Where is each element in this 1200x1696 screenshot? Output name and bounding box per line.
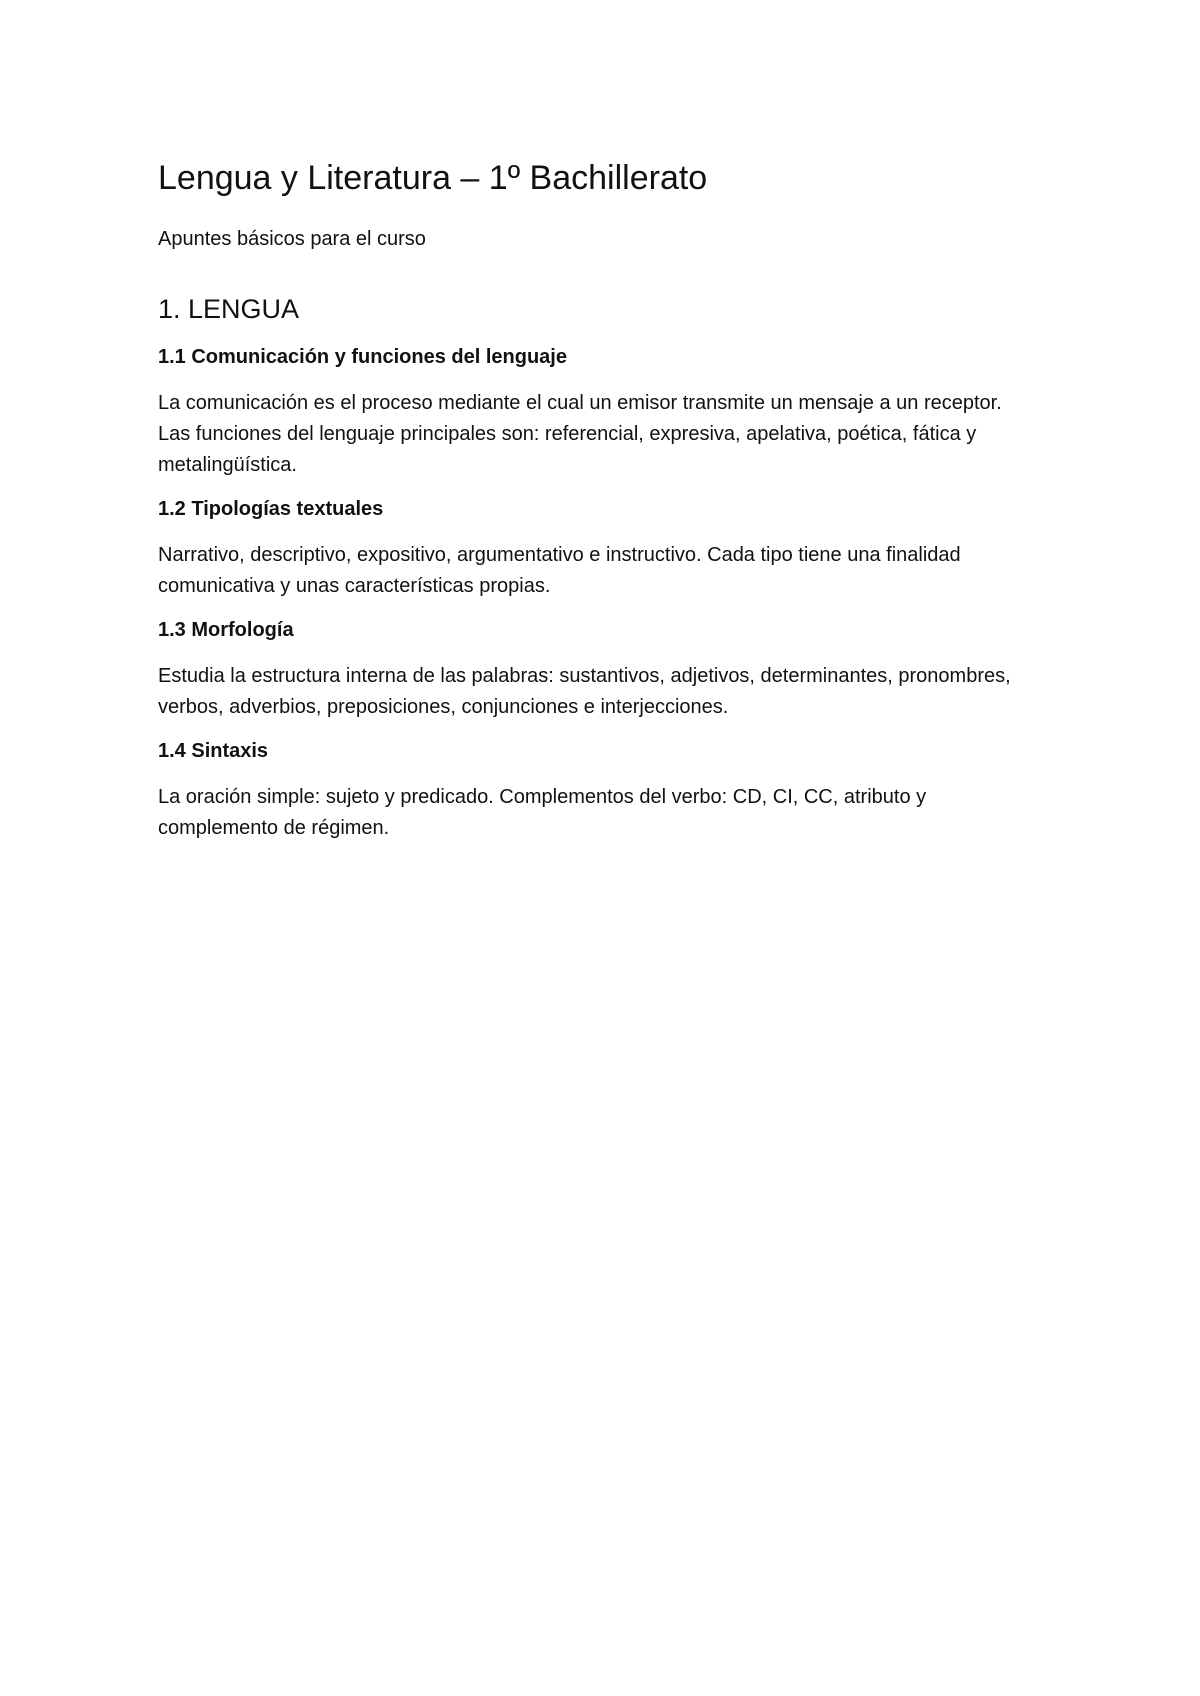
subsection-morfologia: [158, 618, 1058, 723]
document-subtitle: Apuntes básicos para el curso: [158, 227, 426, 250]
subsection-body: La comunicación es el proceso mediante el cual un emisor transmite un mensaje a un receptor. Las funciones del lenguaje principales son: referencial, expresiva, apelativa, poética, fática y metalingüística.: [158, 392, 1002, 477]
subsection-body: La oración simple: sujeto y predicado. Complementos del verbo: CD, CI, CC, atributo y complemento de régimen.: [158, 786, 927, 840]
subsection-body: Estudia la estructura interna de las palabras: sustantivos, adjetivos, determinantes, pronombres, verbos, adverbios, preposiciones, conjunciones e interjecciones.: [158, 665, 1011, 719]
document-title: Lengua y Literatura – 1º Bachillerato: [158, 159, 708, 197]
document-page: [158, 158, 1058, 844]
section-title-lengua: 1. LENGUA: [158, 293, 300, 324]
subsection-tipologias: [158, 497, 1058, 602]
subsection-body: Narrativo, descriptivo, expositivo, argumentativo e instructivo. Cada tipo tiene una finalidad comunicativa y unas características propias.: [158, 544, 961, 598]
subsection-title: 1.3 Morfología: [158, 619, 294, 642]
subsection-comunicacion: [158, 345, 1058, 481]
subsection-sintaxis: [158, 739, 1058, 844]
subsection-title: 1.2 Tipologías textuales: [158, 498, 384, 521]
subsection-title: 1.4 Sintaxis: [158, 740, 269, 763]
subsection-title: 1.1 Comunicación y funciones del lenguaje: [158, 346, 567, 369]
